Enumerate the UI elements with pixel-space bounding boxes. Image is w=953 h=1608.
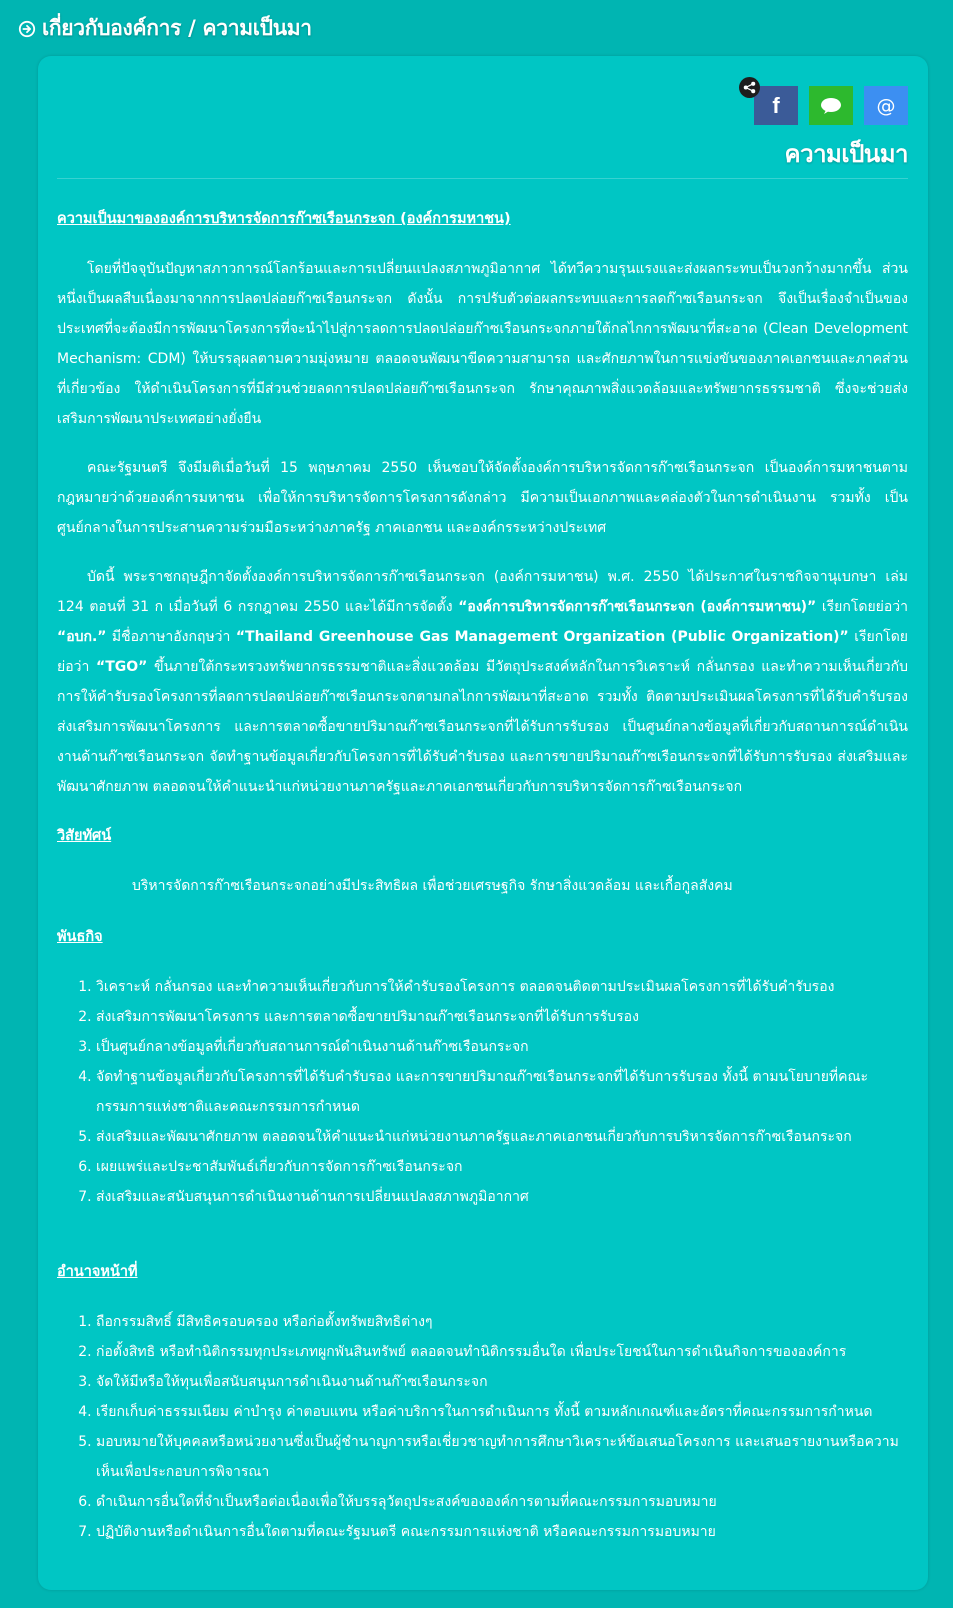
at-sign-icon: @ (876, 94, 896, 117)
list-item: 4. เรียกเก็บค่าธรรมเนียม ค่าบำรุง ค่าตอบแทน หรือค่าบริการในการดำเนินการ ทั้งนี้ ตามหลักเกณฑ์และอัตราที่คณะกรรมการกำหนด (96, 1397, 908, 1427)
mission-list (57, 972, 908, 1212)
share-icon[interactable] (739, 77, 760, 98)
duties-list (57, 1307, 908, 1547)
org-name-english: “Thailand Greenhouse Gas Management Organization (Public Organization)” (235, 629, 849, 645)
duties-heading: อำนาจหน้าที่ (57, 1264, 138, 1280)
arrow-circle-right-icon (18, 20, 36, 38)
facebook-share-button[interactable] (754, 86, 798, 125)
org-abbr-english: “TGO” (96, 659, 148, 675)
list-item: 2. ก่อตั้งสิทธิ หรือทำนิติกรรมทุกประเภทผูกพันสินทรัพย์ ตลอดจนทำนิติกรรมอื่นใด เพื่อประโยชน์ในการดำเนินกิจการขององค์การ (96, 1337, 908, 1367)
history-paragraph-1: โดยที่ปัจจุบันปัญหาสภาวการณ์โลกร้อนและการเปลี่ยนแปลงสภาพภูมิอากาศ ได้ทวีความรุนแรงและส่งผลกระทบเป็นวงกว้างมากขึ้น ส่วนหนึ่งเป็นผลสืบเนื่องมาจากการปลดปล่อยก๊าซเรือนกระจก ดังนั้น การปรับตัวต่อผลกระทบและการลดก๊าซเรือนกระจก จึงเป็นเรื่องจำเป็นของประเทศที่จะต้องมีการพัฒนาโครงการที่จะนำไปสู่การลดการปลดปล่อยก๊าซเรือนกระจกภายใต้กลไกการพัฒนาที่สะอาด (Clean Development Mechanism: CDM) ให้บรรลุผลตามความมุ่งหมาย ตลอดจนพัฒนาขีดความสามารถ และศักยภาพในการแข่งขันของภาคเอกชนและภาคส่วนที่เกี่ยวข้อง ให้ดำเนินโครงการที่มีส่วนช่วยลดการปลดปล่อยก๊าซเรือนกระจก รักษาคุณภาพสิ่งแวดล้อมและทรัพยากรธรรมชาติ ซึ่งจะช่วยส่งเสริมการพัฒนาประเทศอย่างยั่งยืน (57, 261, 908, 427)
line-share-button[interactable] (809, 86, 853, 125)
p3-text-i: ขึ้นภายใต้กระทรวงทรัพยากรธรรมชาติและสิ่งแวดล้อม มีวัตถุประสงค์หลักในการวิเคราะห์ กลั่นกรอง และทำความเห็นเกี่ยวกับการให้คำรับรองโครงการที่ลดการปลดปล่อยก๊าซเรือนกระจกตามกลไกการพัฒนาที่สะอาด รวมทั้ง ติดตามประเมินผลโครงการที่ได้รับคำรับรอง ส่งเสริมการพัฒนาโครงการ และการตลาดซื้อขายปริมาณก๊าซเรือนกระจกที่ได้รับการรับรอง เป็นศูนย์กลางข้อมูลที่เกี่ยวกับสถานการณ์ดำเนินงานด้านก๊าซเรือนกระจก จัดทำฐานข้อมูลเกี่ยวกับโครงการที่ได้รับคำรับรอง และการขายปริมาณก๊าซเรือนกระจกที่ได้รับการรับรอง ส่งเสริมและพัฒนาศักยภาพ ตลอดจนให้คำแนะนำแก่หน่วยงานภาครัฐและภาคเอกชนเกี่ยวกับการบริหารจัดการก๊าซเรือนกระจก (57, 659, 908, 795)
list-item: 7. ปฏิบัติงานหรือดำเนินการอื่นใดตามที่คณะรัฐมนตรี คณะกรรมการแห่งชาติ หรือคณะกรรมการมอบหมาย (96, 1517, 908, 1547)
list-item: 1. ถือกรรมสิทธิ์ มีสิทธิครอบครอง หรือก่อตั้งทรัพยสิทธิต่างๆ (96, 1307, 908, 1337)
breadcrumb-text: เกี่ยวกับองค์การ / ความเป็นมา (42, 16, 312, 40)
list-item: 5. มอบหมายให้บุคคลหรือหน่วยงานซึ่งเป็นผู้ชำนาญการหรือเชี่ยวชาญทำการศึกษาวิเคราะห์ข้อเสนอโครงการ และเสนอรายงานหรือความเห็นเพื่อประกอบการพิจารณา (96, 1427, 908, 1487)
vision-text: บริหารจัดการก๊าซเรือนกระจกอย่างมีประสิทธิผล เพื่อช่วยเศรษฐกิจ รักษาสิ่งแวดล้อม และเกื้อกูลสังคม (132, 878, 733, 894)
p3-text-a: บัดนี้ พระราชกฤษฎีกาจัดตั้งองค์การบริหารจัดการก๊าซเรือนกระจก (องค์การมหาชน) พ.ศ. 2550 ได้ประกาศในราชกิจจานุเบกษา เล่ม 124 ตอนที่ 31 ก เมื่อวันที่ 6 กรกฎาคม 2550 และได้มีการจัดตั้ง (57, 569, 908, 615)
breadcrumb (18, 12, 312, 45)
spacer (57, 1233, 908, 1257)
chat-bubble-icon (820, 97, 842, 115)
p3-text-g: เรียกโดยย่อว่า (57, 629, 908, 675)
org-abbr-thai: “อบก.” (57, 629, 107, 645)
list-item: 2. ส่งเสริมการพัฒนาโครงการ และการตลาดซื้อขายปริมาณก๊าซเรือนกระจกที่ได้รับการรับรอง (96, 1002, 908, 1032)
list-item: 6. ดำเนินการอื่นใดที่จำเป็นหรือต่อเนื่องเพื่อให้บรรลุวัตถุประสงค์ขององค์การตามที่คณะกรรมการมอบหมาย (96, 1487, 908, 1517)
list-item: 5. ส่งเสริมและพัฒนาศักยภาพ ตลอดจนให้คำแนะนำแก่หน่วยงานภาครัฐและภาคเอกชนเกี่ยวกับการบริหารจัดการก๊าซเรือนกระจก (96, 1122, 908, 1152)
mission-heading: พันธกิจ (57, 929, 103, 945)
article-body (57, 204, 908, 1568)
p3-text-e: มีชื่อภาษาอังกฤษว่า (106, 629, 236, 645)
history-heading: ความเป็นมาขององค์การบริหารจัดการก๊าซเรือนกระจก (องค์การมหาชน) (57, 211, 511, 227)
list-item: 1. วิเคราะห์ กลั่นกรอง และทำความเห็นเกี่ยวกับการให้คำรับรองโครงการ ตลอดจนติดตามประเมินผลโครงการที่ได้รับคำรับรอง (96, 972, 908, 1002)
email-share-button[interactable] (864, 86, 908, 125)
history-paragraph-2: คณะรัฐมนตรี จึงมีมติเมื่อวันที่ 15 พฤษภาคม 2550 เห็นชอบให้จัดตั้งองค์การบริหารจัดการก๊าซเรือนกระจก เป็นองค์การมหาชนตามกฎหมายว่าด้วยองค์การมหาชน เพื่อให้การบริหารจัดการโครงการดังกล่าว มีความเป็นเอกภาพและคล่องตัวในการดำเนินงาน รวมทั้ง เป็นศูนย์กลางในการประสานความร่วมมือระหว่างภาครัฐ ภาคเอกชน และองค์กรระหว่างประเทศ (57, 460, 908, 536)
history-paragraph-3 (57, 562, 908, 802)
org-name-thai: “องค์การบริหารจัดการก๊าซเรือนกระจก (องค์การมหาชน)” (458, 599, 817, 615)
list-item: 3. เป็นศูนย์กลางข้อมูลที่เกี่ยวกับสถานการณ์ดำเนินงานด้านก๊าซเรือนกระจก (96, 1032, 908, 1062)
list-item: 6. เผยแพร่และประชาสัมพันธ์เกี่ยวกับการจัดการก๊าซเรือนกระจก (96, 1152, 908, 1182)
list-item: 4. จัดทำฐานข้อมูลเกี่ยวกับโครงการที่ได้รับคำรับรอง และการขายปริมาณก๊าซเรือนกระจกที่ได้รับการรับรอง ทั้งนี้ ตามนโยบายที่คณะกรรมการแห่งชาติและคณะกรรมการกำหนด (96, 1062, 908, 1122)
list-item: 7. ส่งเสริมและสนับสนุนการดำเนินงานด้านการเปลี่ยนแปลงสภาพภูมิอากาศ (96, 1182, 908, 1212)
vision-heading: วิสัยทัศน์ (57, 828, 112, 844)
share-bar (754, 86, 908, 125)
p3-text-c: เรียกโดยย่อว่า (816, 599, 908, 615)
content-panel (38, 56, 928, 1590)
facebook-icon: f (772, 92, 780, 118)
title-divider (57, 178, 908, 179)
page-title: ความเป็นมา (784, 140, 908, 168)
list-item: 3. จัดให้มีหรือให้ทุนเพื่อสนับสนุนการดำเนินงานด้านก๊าซเรือนกระจก (96, 1367, 908, 1397)
